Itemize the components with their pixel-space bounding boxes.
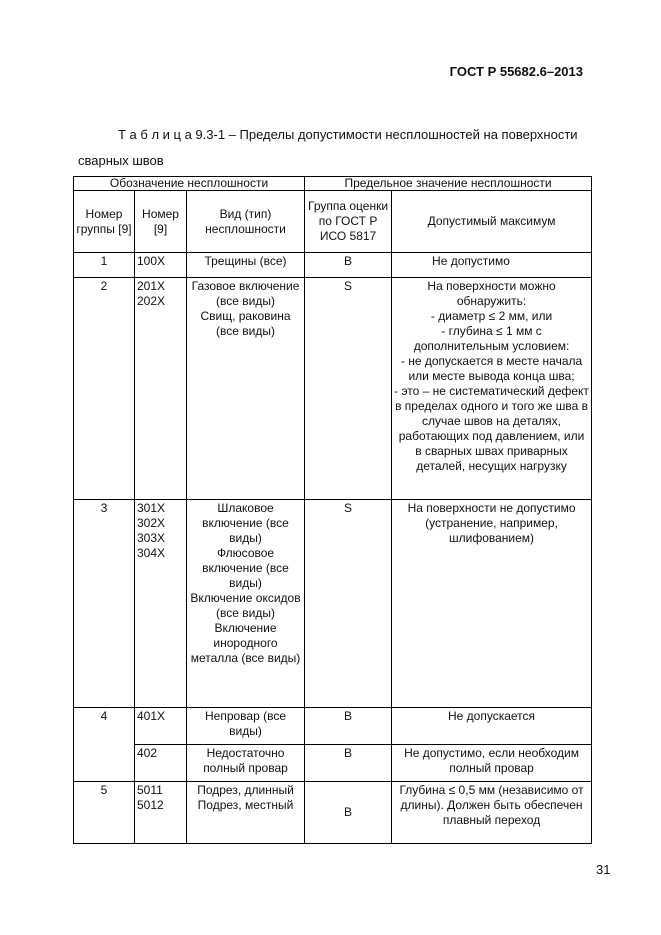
type: Шлаковое включение (все виды) — [202, 501, 289, 545]
type-cell — [187, 278, 305, 500]
code-cell: 401X — [135, 708, 187, 745]
max-cell: Глубина ≤ 0,5 мм (независимо от длины). Должен быть обеспечен плавный переход — [392, 782, 592, 844]
col-number: Номер [9] — [135, 191, 187, 253]
eval-text: B — [344, 805, 353, 819]
code-cell — [135, 278, 187, 500]
page-number: 31 — [596, 862, 611, 877]
code-cell: 402 — [135, 745, 187, 782]
type-cell — [187, 782, 305, 844]
eval-cell — [305, 782, 392, 844]
type-cell: Недостаточно полный провар — [187, 745, 305, 782]
type-cell: Трещины (все) — [187, 253, 305, 278]
max-line: - диаметр ≤ 2 мм, или — [430, 309, 553, 323]
max-line: - это – не систематический дефект в пределах одного и того же шва в случае швов на деталях, работающих под давлением, или в сварных швах приварных деталей, несущих нагрузку — [394, 384, 589, 473]
max-cell: Не допустимо, если необходим полный провар — [392, 745, 592, 782]
eval-cell: B — [305, 708, 392, 745]
code-cell: 100X — [135, 253, 187, 278]
type: Свищ, раковина (все виды) — [200, 309, 291, 338]
code-cell — [135, 782, 187, 844]
max-cell: Не допускается — [392, 708, 592, 745]
max-cell: На поверхности не допустимо (устранение, например, шлифованием) — [392, 500, 592, 708]
table-row — [74, 500, 592, 708]
type: Включение инородного металла (все виды) — [190, 621, 301, 665]
eval-cell: B — [305, 253, 392, 278]
max-cell — [392, 253, 592, 278]
table-caption — [78, 122, 598, 174]
eval-cell: B — [305, 745, 392, 782]
eval-cell: S — [305, 278, 392, 500]
code: 5012 — [137, 798, 164, 812]
code-cell — [135, 500, 187, 708]
col-eval-group: Группа оценки по ГОСТ Р ИСО 5817 — [305, 191, 392, 253]
group-cell: 1 — [74, 253, 135, 278]
type: Подрез, местный — [197, 798, 294, 812]
group-cell: 3 — [74, 500, 135, 708]
max-line: - глубина ≤ 1 мм с дополнительным условием: — [413, 324, 570, 353]
type-cell — [187, 500, 305, 708]
code: 201X — [137, 279, 166, 293]
table-title: – Пределы допустимости несплошностей на поверхности сварных швов — [78, 127, 578, 168]
code: 302X — [137, 516, 166, 530]
table-label: Т а б л и ц а 9.3-1 — [118, 127, 226, 142]
max-cell — [392, 278, 592, 500]
type: Газовое включение (все виды) — [191, 279, 300, 308]
standard-number: ГОСТ Р 55682.6–2013 — [449, 64, 583, 79]
max-line: - не допускается в месте начала или месте вывода конца шва; — [400, 354, 583, 383]
code: 301X — [137, 501, 166, 515]
code: 202X — [137, 294, 166, 308]
eval-cell: S — [305, 500, 392, 708]
code: 303X — [137, 531, 166, 545]
table-row — [74, 745, 592, 782]
type: Подрез, длинный — [197, 783, 294, 797]
max-text: Не допустимо — [432, 254, 510, 268]
col-max: Допустимый максимум — [392, 191, 592, 253]
type-cell: Непровар (все виды) — [187, 708, 305, 745]
code: 304X — [137, 546, 166, 560]
group-cell: 4 — [74, 708, 135, 782]
group-cell: 2 — [74, 278, 135, 500]
group-header-designation: Обозначение несплошности — [74, 177, 305, 191]
group-cell: 5 — [74, 782, 135, 844]
discontinuity-limits-table — [73, 176, 592, 844]
table-row — [74, 708, 592, 745]
col-type: Вид (тип) несплошности — [187, 191, 305, 253]
group-header-limit: Предельное значение несплошности — [305, 177, 592, 191]
max-line: На поверхности можно обнаружить: — [427, 279, 556, 308]
type: Флюсовое включение (все виды) — [202, 546, 289, 590]
type: Включение оксидов (все виды) — [190, 591, 301, 620]
table-row — [74, 278, 592, 500]
table-row — [74, 782, 592, 844]
col-group-number: Номер группы [9] — [74, 191, 135, 253]
code: 5011 — [137, 783, 163, 797]
table-row — [74, 253, 592, 278]
